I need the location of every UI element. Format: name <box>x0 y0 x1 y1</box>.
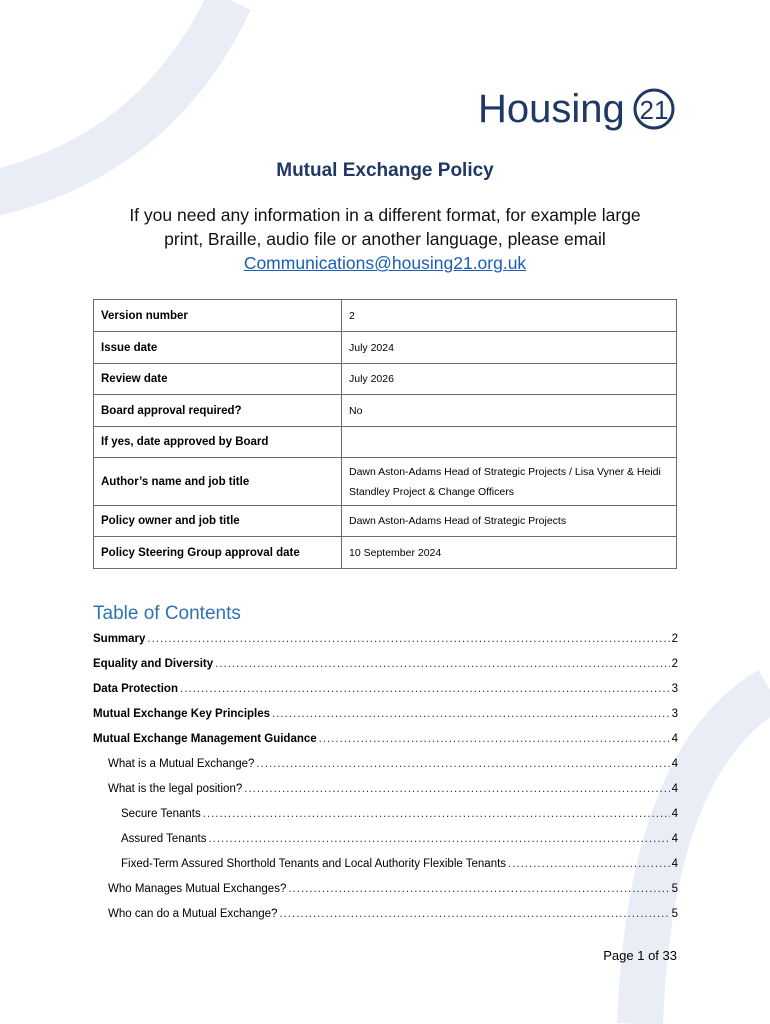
toc-entry-page: 4 <box>671 733 678 745</box>
toc-entry[interactable] <box>108 902 678 920</box>
toc-entry-label: Equality and Diversity <box>93 658 214 670</box>
page-number: Page 1 of 33 <box>603 948 677 963</box>
row-label: Policy owner and job title <box>94 506 342 537</box>
row-label: If yes, date approved by Board <box>94 427 342 458</box>
toc-entry[interactable] <box>121 852 678 870</box>
toc-entry-label: What is a Mutual Exchange? <box>108 758 255 770</box>
toc-entry-label: Mutual Exchange Key Principles <box>93 708 271 720</box>
toc-leader <box>319 733 670 745</box>
table-row <box>94 537 677 569</box>
toc-entry[interactable] <box>108 877 678 895</box>
toc-leader <box>288 883 669 895</box>
toc-entry-page: 3 <box>671 683 678 695</box>
toc-leader <box>272 708 670 720</box>
table-row <box>94 332 677 364</box>
table-row <box>94 300 677 332</box>
table-row <box>94 458 677 506</box>
row-label: Author’s name and job title <box>94 458 342 506</box>
policy-metadata-table <box>93 299 677 569</box>
document-title: Mutual Exchange Policy <box>276 160 494 181</box>
toc-leader <box>244 783 669 795</box>
row-value: No <box>342 395 677 427</box>
table-row <box>94 506 677 537</box>
toc-heading: Table of Contents <box>93 603 241 624</box>
table-row <box>94 364 677 395</box>
row-value: Dawn Aston-Adams Head of Strategic Projects <box>342 506 677 537</box>
toc-entry[interactable] <box>108 777 678 795</box>
toc-entry[interactable] <box>93 652 678 670</box>
toc-entry[interactable] <box>108 752 678 770</box>
row-value: Dawn Aston-Adams Head of Strategic Projects / Lisa Vyner & Heidi Standley Project & Change Officers <box>342 458 677 506</box>
row-value <box>342 427 677 458</box>
toc-leader <box>147 633 669 645</box>
toc-entry-page: 4 <box>671 858 678 870</box>
toc-leader <box>508 858 670 870</box>
toc-entry[interactable] <box>121 802 678 820</box>
toc-entry-label: Who Manages Mutual Exchanges? <box>108 883 287 895</box>
toc-entry[interactable] <box>93 702 678 720</box>
toc-entry-page: 4 <box>671 833 678 845</box>
table-row <box>94 395 677 427</box>
toc-entry-page: 5 <box>671 908 678 920</box>
toc-entry[interactable] <box>93 727 678 745</box>
toc-entry-page: 2 <box>671 658 678 670</box>
toc-entry-page: 3 <box>671 708 678 720</box>
toc-leader <box>256 758 669 770</box>
email-link[interactable]: Communications@housing21.org.uk <box>243 253 527 273</box>
row-label: Policy Steering Group approval date <box>94 537 342 569</box>
svg-text:Housing: Housing <box>478 87 625 131</box>
toc-leader <box>279 908 669 920</box>
housing21-logo <box>478 84 678 134</box>
row-label: Version number <box>94 300 342 332</box>
toc-entry[interactable] <box>93 677 678 695</box>
row-value: 10 September 2024 <box>342 537 677 569</box>
toc-entry[interactable] <box>93 627 678 645</box>
toc-entry-page: 4 <box>671 758 678 770</box>
svg-text:21: 21 <box>639 95 669 125</box>
row-label: Issue date <box>94 332 342 364</box>
row-value: 2 <box>342 300 677 332</box>
row-value: July 2026 <box>342 364 677 395</box>
accessibility-note <box>80 203 690 275</box>
toc-entry-page: 5 <box>671 883 678 895</box>
toc-entry-label: What is the legal position? <box>108 783 243 795</box>
toc-leader <box>215 658 669 670</box>
toc-entry[interactable] <box>121 827 678 845</box>
toc-entry-label: Data Protection <box>93 683 178 695</box>
accessibility-note-line-1: If you need any information in a different format, for example large <box>129 205 641 225</box>
row-label: Review date <box>94 364 342 395</box>
toc-leader <box>208 833 669 845</box>
toc-entry-label: Mutual Exchange Management Guidance <box>93 733 317 745</box>
toc-entry-label: Who can do a Mutual Exchange? <box>108 908 278 920</box>
toc-entry-label: Summary <box>93 633 146 645</box>
row-value: July 2024 <box>342 332 677 364</box>
toc-leader <box>180 683 670 695</box>
toc-entry-label: Fixed-Term Assured Shorthold Tenants and Local Authority Flexible Tenants <box>121 858 507 870</box>
row-label: Board approval required? <box>94 395 342 427</box>
toc-entry-label: Assured Tenants <box>121 833 207 845</box>
toc-leader <box>203 808 670 820</box>
table-row <box>94 427 677 458</box>
toc-entry-page: 2 <box>671 633 678 645</box>
toc-entry-page: 4 <box>671 783 678 795</box>
accessibility-note-line-2: print, Braille, audio file or another language, please email <box>164 229 606 249</box>
toc-entry-page: 4 <box>671 808 678 820</box>
toc-entry-label: Secure Tenants <box>121 808 201 820</box>
